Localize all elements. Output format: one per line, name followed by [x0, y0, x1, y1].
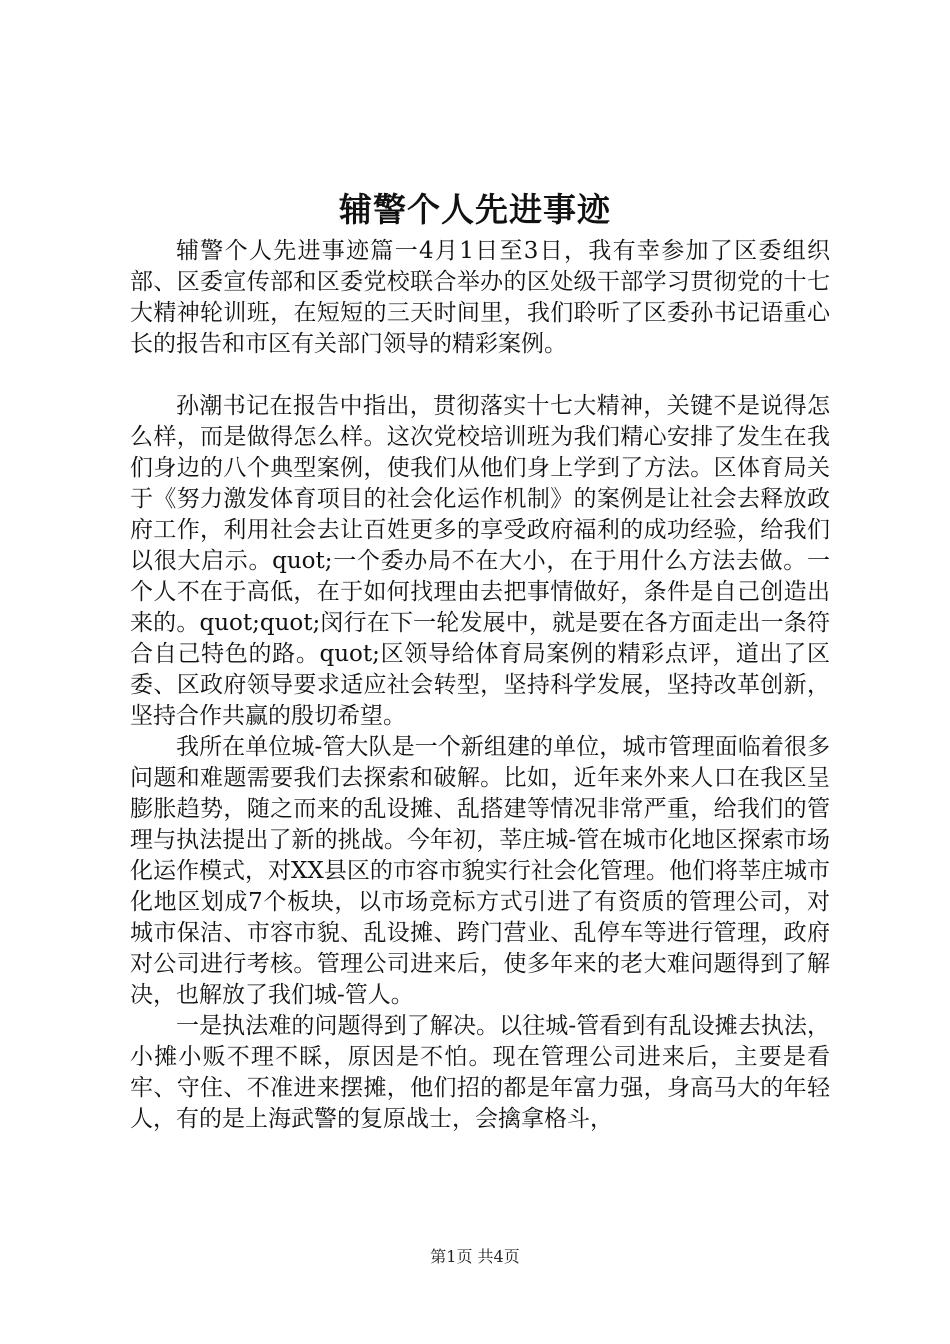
paragraph-3: 我所在单位城-管大队是一个新组建的单位，城市管理面临着很多问题和难题需要我们去探索和破解。比如，近年来外来人口在我区呈膨胀趋势，随之而来的乱设摊、乱搭建等情况非常严重，给我们的管理与执法提出了新的挑战。今年初，莘庄城-管在城市化地区探索市场化运作模式，对XX县区的市容市貌实行社会化管理。他们将莘庄城市化地区划成7个板块，以市场竞标方式引进了有资质的管理公司，对城市保洁、市容市貌、乱设摊、跨门营业、乱停车等进行管理，政府对公司进行考核。管理公司进来后，使多年来的老大难问题得到了解决，也解放了我们城-管人。 [130, 734, 830, 1008]
page-footer: 第1页 共4页 [430, 1247, 520, 1266]
paragraph-1: 辅警个人先进事迹篇一4月1日至3日，我有幸参加了区委组织部、区委宣传部和区委党校联合举办的区处级干部学习贯彻党的十七大精神轮训班，在短短的三天时间里，我们聆听了区委孙书记语重心长的报告和市区有关部门领导的精彩案例。 [130, 238, 830, 357]
document-body [130, 236, 830, 1135]
paragraph-4: 一是执法难的问题得到了解决。以往城-管看到有乱设摊去执法，小摊小贩不理不睬，原因是不怕。现在管理公司进来后，主要是看牢、守住、不准进来摆摊，他们招的都是年富力强，身高马大的年轻人，有的是上海武警的复原战士，会擒拿格斗， [130, 1013, 830, 1132]
document-title: 辅警个人先进事迹 [339, 190, 611, 229]
paragraph-2: 孙潮书记在报告中指出，贯彻落实十七大精神，关键不是说得怎么样，而是做得怎么样。这次党校培训班为我们精心安排了发生在我们身边的八个典型案例，使我们从他们身上学到了方法。区体育局关于《努力激发体育项目的社会化运作机制》的案例是让社会去释放政府工作，利用社会去让百姓更多的享受政府福利的成功经验，给我们以很大启示。quot;一个委办局不在大小，在于用什么方法去做。一个人不在于高低，在于如何找理由去把事情做好，条件是自己创造出来的。quot;quot;闵行在下一轮发展中，就是要在各方面走出一条符合自己特色的路。quot;区领导给体育局案例的精彩点评，道出了区委、区政府领导要求适应社会转型，坚持科学发展，坚持改革创新，坚持合作共赢的殷切希望。 [130, 393, 830, 729]
